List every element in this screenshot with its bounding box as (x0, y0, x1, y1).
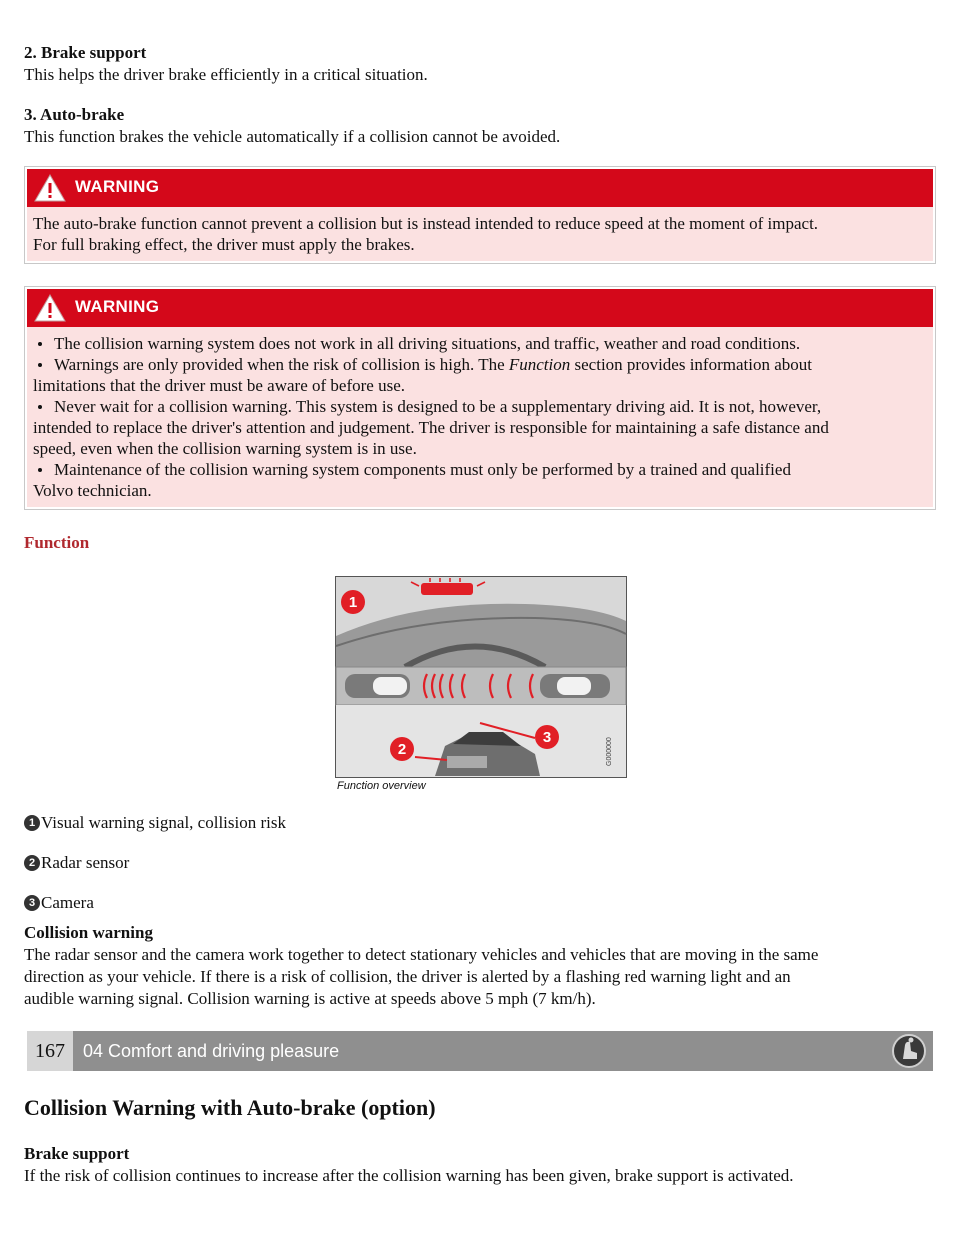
brake-support-text: This helps the driver brake efficiently in a critical situation. (24, 65, 428, 84)
section-title: Function (24, 533, 90, 552)
number-1-icon: 1 (24, 815, 40, 831)
chapter-title: 04 Comfort and driving pleasure (83, 1041, 340, 1061)
collision-warning-title: Collision warning (24, 923, 153, 942)
warning-label: WARNING (75, 297, 160, 316)
bullet-icon (38, 342, 42, 346)
list-item: Never wait for a collision warning. This system is designed to be a supplementary driving aid. It is not, however, intended to replace the driver's attention and judgement. The driver is responsible for maintaining a safe distance and speed, even when the collision warning system is in use. (33, 397, 829, 458)
callout-3-label: 3 (542, 729, 552, 746)
brake-support-title: Brake support (24, 1144, 130, 1163)
legend-item: 3 Camera (24, 892, 936, 914)
bullet-icon (38, 468, 42, 472)
warning-box-2 (24, 286, 936, 510)
number-2-icon: 2 (24, 855, 40, 871)
section-heading: Collision Warning with Auto-brake (option) (24, 1095, 436, 1120)
callout-1-label: 1 (348, 594, 358, 611)
callout-2-label: 2 (397, 741, 407, 758)
list-item: The collision warning system does not work in all driving situations, and traffic, weather and road conditions. (33, 333, 927, 354)
warning-body (27, 327, 933, 507)
chapter-bar (27, 1031, 933, 1071)
function-overview-illustration (335, 576, 627, 792)
legend-item: 2 Radar sensor (24, 852, 936, 874)
brake-support-text: If the risk of collision continues to increase after the collision warning has been given, brake support is activated. (24, 1166, 794, 1185)
auto-brake-text: This function brakes the vehicle automatically if a collision cannot be avoided. (24, 127, 561, 146)
brake-support-block (24, 42, 936, 86)
warning-text-line: The auto-brake function cannot prevent a collision but is instead intended to reduce speed at the moment of impact. (33, 214, 819, 233)
manual-page (24, 40, 936, 1010)
number-3-icon: 3 (24, 895, 40, 911)
function-reference: Function (508, 355, 571, 374)
bullet-icon (38, 405, 42, 409)
bullet-icon (38, 363, 42, 367)
function-overview-figure (335, 576, 627, 792)
warning-body (27, 207, 933, 261)
seat-comfort-icon (889, 1033, 929, 1069)
legend-item: 1 Visual warning signal, collision risk (24, 812, 936, 834)
warning-box-1 (24, 166, 936, 264)
list-item: Warnings are only provided when the risk of collision is high. The Function section provides information about limitations that the driver must be aware of before use. (33, 355, 812, 395)
auto-brake-title: 3. Auto-brake (24, 105, 125, 124)
figure-code: G000000 (606, 737, 613, 766)
brake-support-title: 2. Brake support (24, 43, 147, 62)
collision-warning-text: direction as your vehicle. If there is a risk of collision, the driver is alerted by a flashing red warning light and an (24, 967, 791, 986)
warning-triangle-icon (33, 293, 67, 323)
warning-text-line: For full braking effect, the driver must apply the brakes. (33, 235, 415, 254)
collision-warning-text: The radar sensor and the camera work together to detect stationary vehicles and vehicles that are moving in the same (24, 945, 819, 964)
auto-brake-block (24, 104, 936, 148)
warning-header (27, 289, 933, 327)
warning-label: WARNING (75, 177, 160, 196)
warning-header (27, 169, 933, 207)
collision-warning-block (24, 922, 936, 1010)
figure-caption: Function overview (337, 780, 426, 792)
collision-warning-text: audible warning signal. Collision warning is active at speeds above 5 mph (7 km/h). (24, 989, 596, 1008)
warning-list (33, 333, 927, 501)
legend-list (24, 812, 936, 914)
page-number: 167 (27, 1031, 73, 1071)
lower-section (24, 1095, 936, 1187)
list-item: Maintenance of the collision warning system components must only be performed by a trained and qualified Volvo technician. (33, 460, 791, 500)
warning-triangle-icon (33, 173, 67, 203)
